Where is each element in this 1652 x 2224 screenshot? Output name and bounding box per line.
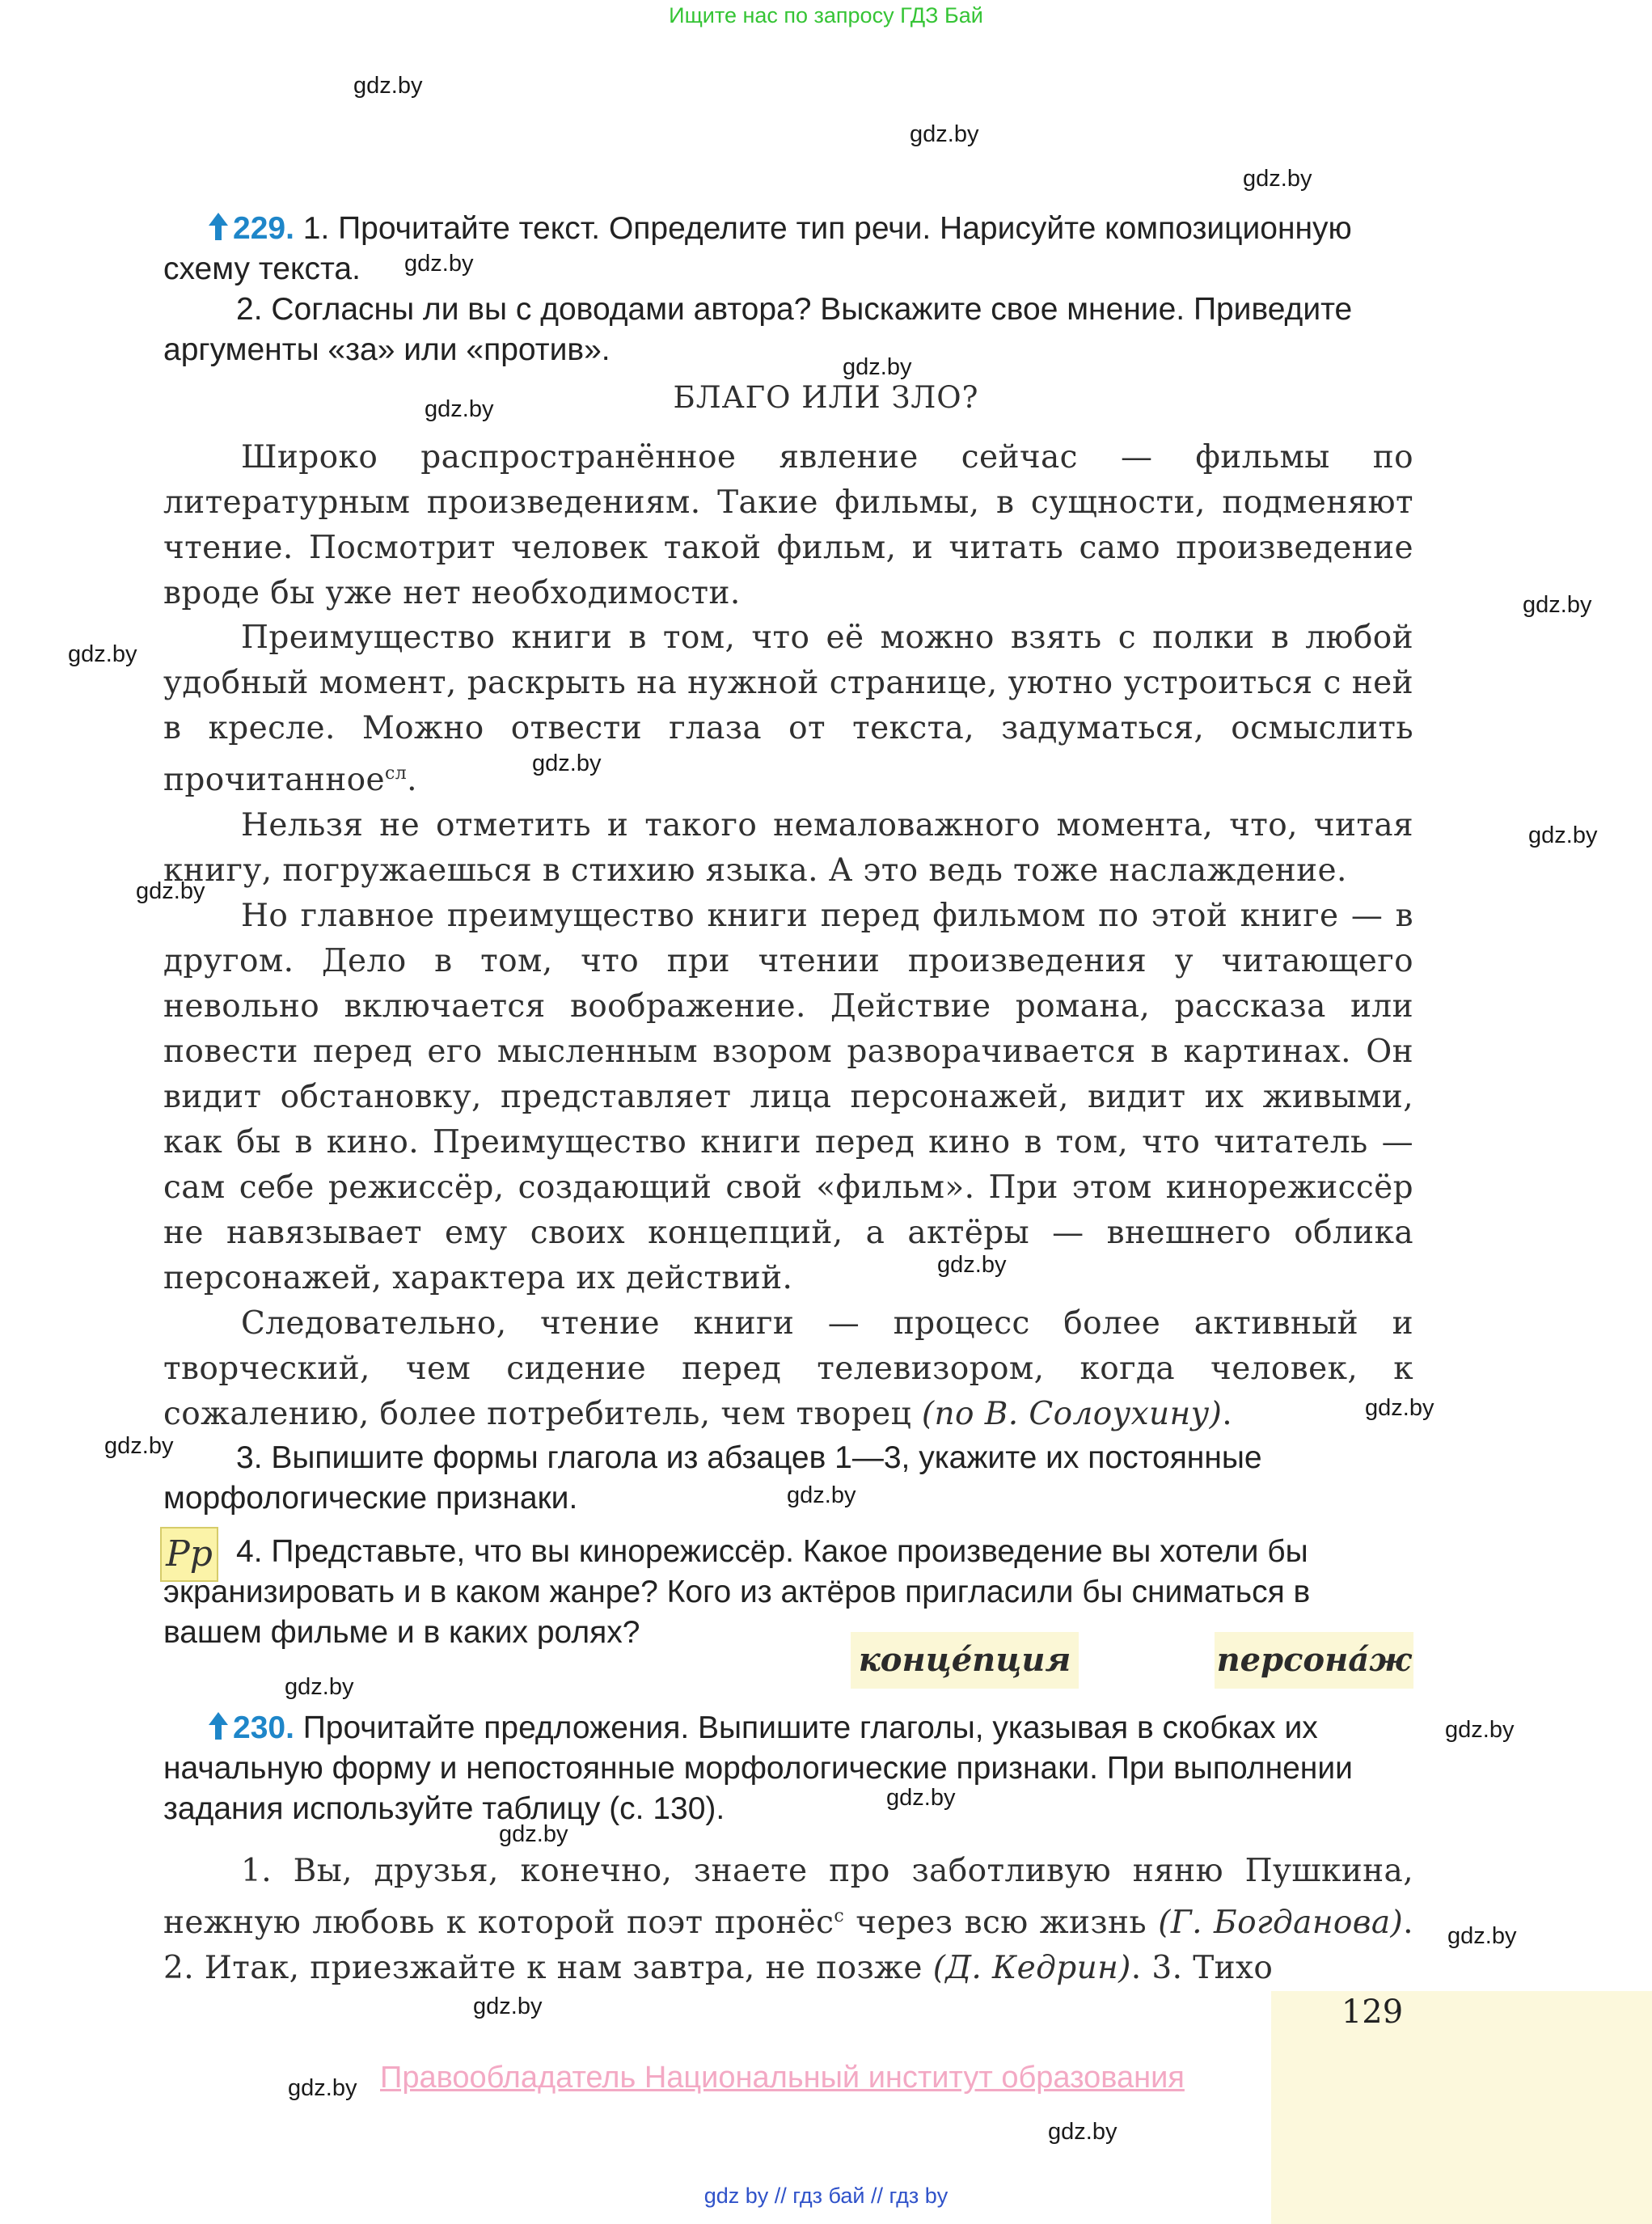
- task-229-question-2: 2. Согласны ли вы с доводами автора? Выскажите свое мнение. Приведите аргументы «за» или «против».: [163, 292, 1353, 367]
- arrow-up-icon: [207, 1710, 230, 1741]
- page-number: 129: [1341, 1994, 1404, 2031]
- watermark: gdz.by: [285, 1674, 354, 1700]
- rp-icon-label: Рр: [166, 1533, 213, 1575]
- task-230-instruction: [163, 1708, 1415, 1829]
- watermark: gdz.by: [353, 73, 423, 99]
- watermark: gdz.by: [843, 354, 912, 380]
- sentence: . 2. Итак, приезжайте к нам завтра, не позже: [163, 1905, 1413, 1986]
- paragraph: Но главное преимущество книги перед фильмом по этой книге — в другом. Дело в том, что при чтении произведения у читающего невольно включается воображение. Действие романа, рассказа или повести перед его мысленным взором разворачивается в картинах. Он видит обстановку, представляет лица персонажей, видит их живыми, как бы в кино. Преимущество книги перед кино в том, что читатель — сам себе режиссёр, создающий свой «фильм». При этом кинорежиссёр не навязывает ему своих концепций, а актёры — внешнего облика персонажей, характера их действий.: [163, 898, 1413, 1296]
- source-attribution: (Г. Богданова): [1158, 1905, 1404, 1941]
- paragraph: Широко распространённое явление сейчас — фильмы по литературным произведениям. Такие фильмы, в сущности, подменяют чтение. Посмотрит человек такой фильм, и читать само произведение вроде бы уже нет необходимости.: [163, 439, 1413, 611]
- task-229-question-3: 3. Выпишите формы глагола из абзацев 1—3, укажите их постоянные морфологические признаки.: [163, 1440, 1262, 1516]
- watermark: gdz.by: [1523, 592, 1592, 618]
- vocabulary-word: конце́пция: [851, 1632, 1079, 1689]
- watermark: gdz.by: [473, 1994, 543, 2019]
- instruction-text: Прочитайте предложения. Выпишите глаголы, указывая в скобках их начальную форму и непостоянные морфологические признаки. При выполнении задания используйте таблицу (с. 130).: [163, 1710, 1353, 1826]
- text-title: БЛАГО ИЛИ ЗЛО?: [673, 380, 979, 415]
- vocabulary-word: персона́ж: [1215, 1632, 1413, 1689]
- watermark: gdz.by: [68, 641, 137, 667]
- task-230-number-wrap: [207, 1710, 294, 1745]
- task-229-number-wrap: [207, 211, 294, 246]
- watermark: gdz.by: [532, 750, 602, 776]
- superscript-mark: с: [834, 1906, 845, 1926]
- watermark: gdz.by: [404, 251, 474, 277]
- task-number: 230.: [233, 1710, 294, 1745]
- task-229-question-4: 4. Представьте, что вы кинорежиссёр. Какое произведение вы хотели бы экранизировать и в каком жанре? Кого из актёров пригласили бы сниматься в вашем фильме и в каких ролях?: [163, 1534, 1311, 1650]
- sentence: через всю жизнь: [844, 1905, 1147, 1941]
- watermark: gdz.by: [425, 396, 494, 422]
- top-banner[interactable]: Ищите нас по запросу ГДЗ Бай: [669, 3, 983, 27]
- watermark: gdz.by: [787, 1482, 856, 1508]
- watermark: gdz.by: [910, 121, 979, 147]
- watermark: gdz.by: [1528, 822, 1598, 848]
- paragraph: [163, 1849, 1413, 1991]
- paragraph: [163, 615, 1413, 803]
- watermark: gdz.by: [499, 1821, 568, 1847]
- paragraph: Нельзя не отметить и такого немаловажного момента, что, читая книгу, погружаешься в стихию языка. А это ведь тоже наслаждение.: [163, 807, 1413, 889]
- source-attribution: (Д. Кедрин): [932, 1950, 1131, 1986]
- watermark: gdz.by: [104, 1433, 174, 1459]
- paragraph-text: Следовательно, чтение книги — процесс более активный и творческий, чем сидение перед телевизором, когда человек, к сожалению, более потребитель, чем творец: [163, 1305, 1413, 1432]
- watermark: gdz.by: [1365, 1395, 1434, 1421]
- watermark: gdz.by: [136, 878, 205, 904]
- watermark: gdz.by: [1447, 1923, 1517, 1949]
- task-230-sentences: [163, 1849, 1413, 1991]
- watermark: gdz.by: [288, 2075, 357, 2101]
- punctuation: .: [1222, 1396, 1233, 1432]
- sentence: 1. Вы, друзья, конечно, знаете про заботливую няню Пушкина, нежную любовь к которой поэт пронёс: [163, 1853, 1413, 1941]
- copyright-link[interactable]: Правообладатель Национальный институт образования: [380, 2061, 1185, 2095]
- task-229-question-1: [163, 209, 1415, 290]
- arrow-up-icon: [207, 211, 230, 242]
- task-number: 229.: [233, 211, 294, 246]
- source-attribution: (по В. Солоухину): [921, 1396, 1223, 1432]
- paragraph-text: Преимущество книги в том, что её можно взять с полки в любой удобный момент, раскрыть на нужной странице, уютно устроиться с ней в кресле. Можно отвести глаза от текста, задуматься, осмыслить прочитанное: [163, 619, 1413, 798]
- paragraph: [163, 1301, 1413, 1437]
- sentence: . 3. Тихо: [1130, 1950, 1274, 1986]
- watermark: gdz.by: [1445, 1717, 1515, 1743]
- footer-links[interactable]: gdz by // гдз бай // гдз by: [703, 2184, 949, 2208]
- watermark: gdz.by: [1048, 2119, 1118, 2145]
- punctuation: .: [407, 762, 417, 798]
- watermark: gdz.by: [886, 1785, 956, 1811]
- superscript-mark: сл: [385, 763, 408, 784]
- watermark: gdz.by: [1243, 166, 1312, 192]
- question-text: 1. Прочитайте текст. Определите тип речи. Нарисуйте композиционную схему текста.: [163, 211, 1352, 286]
- main-text: [163, 435, 1413, 1437]
- watermark: gdz.by: [937, 1252, 1007, 1278]
